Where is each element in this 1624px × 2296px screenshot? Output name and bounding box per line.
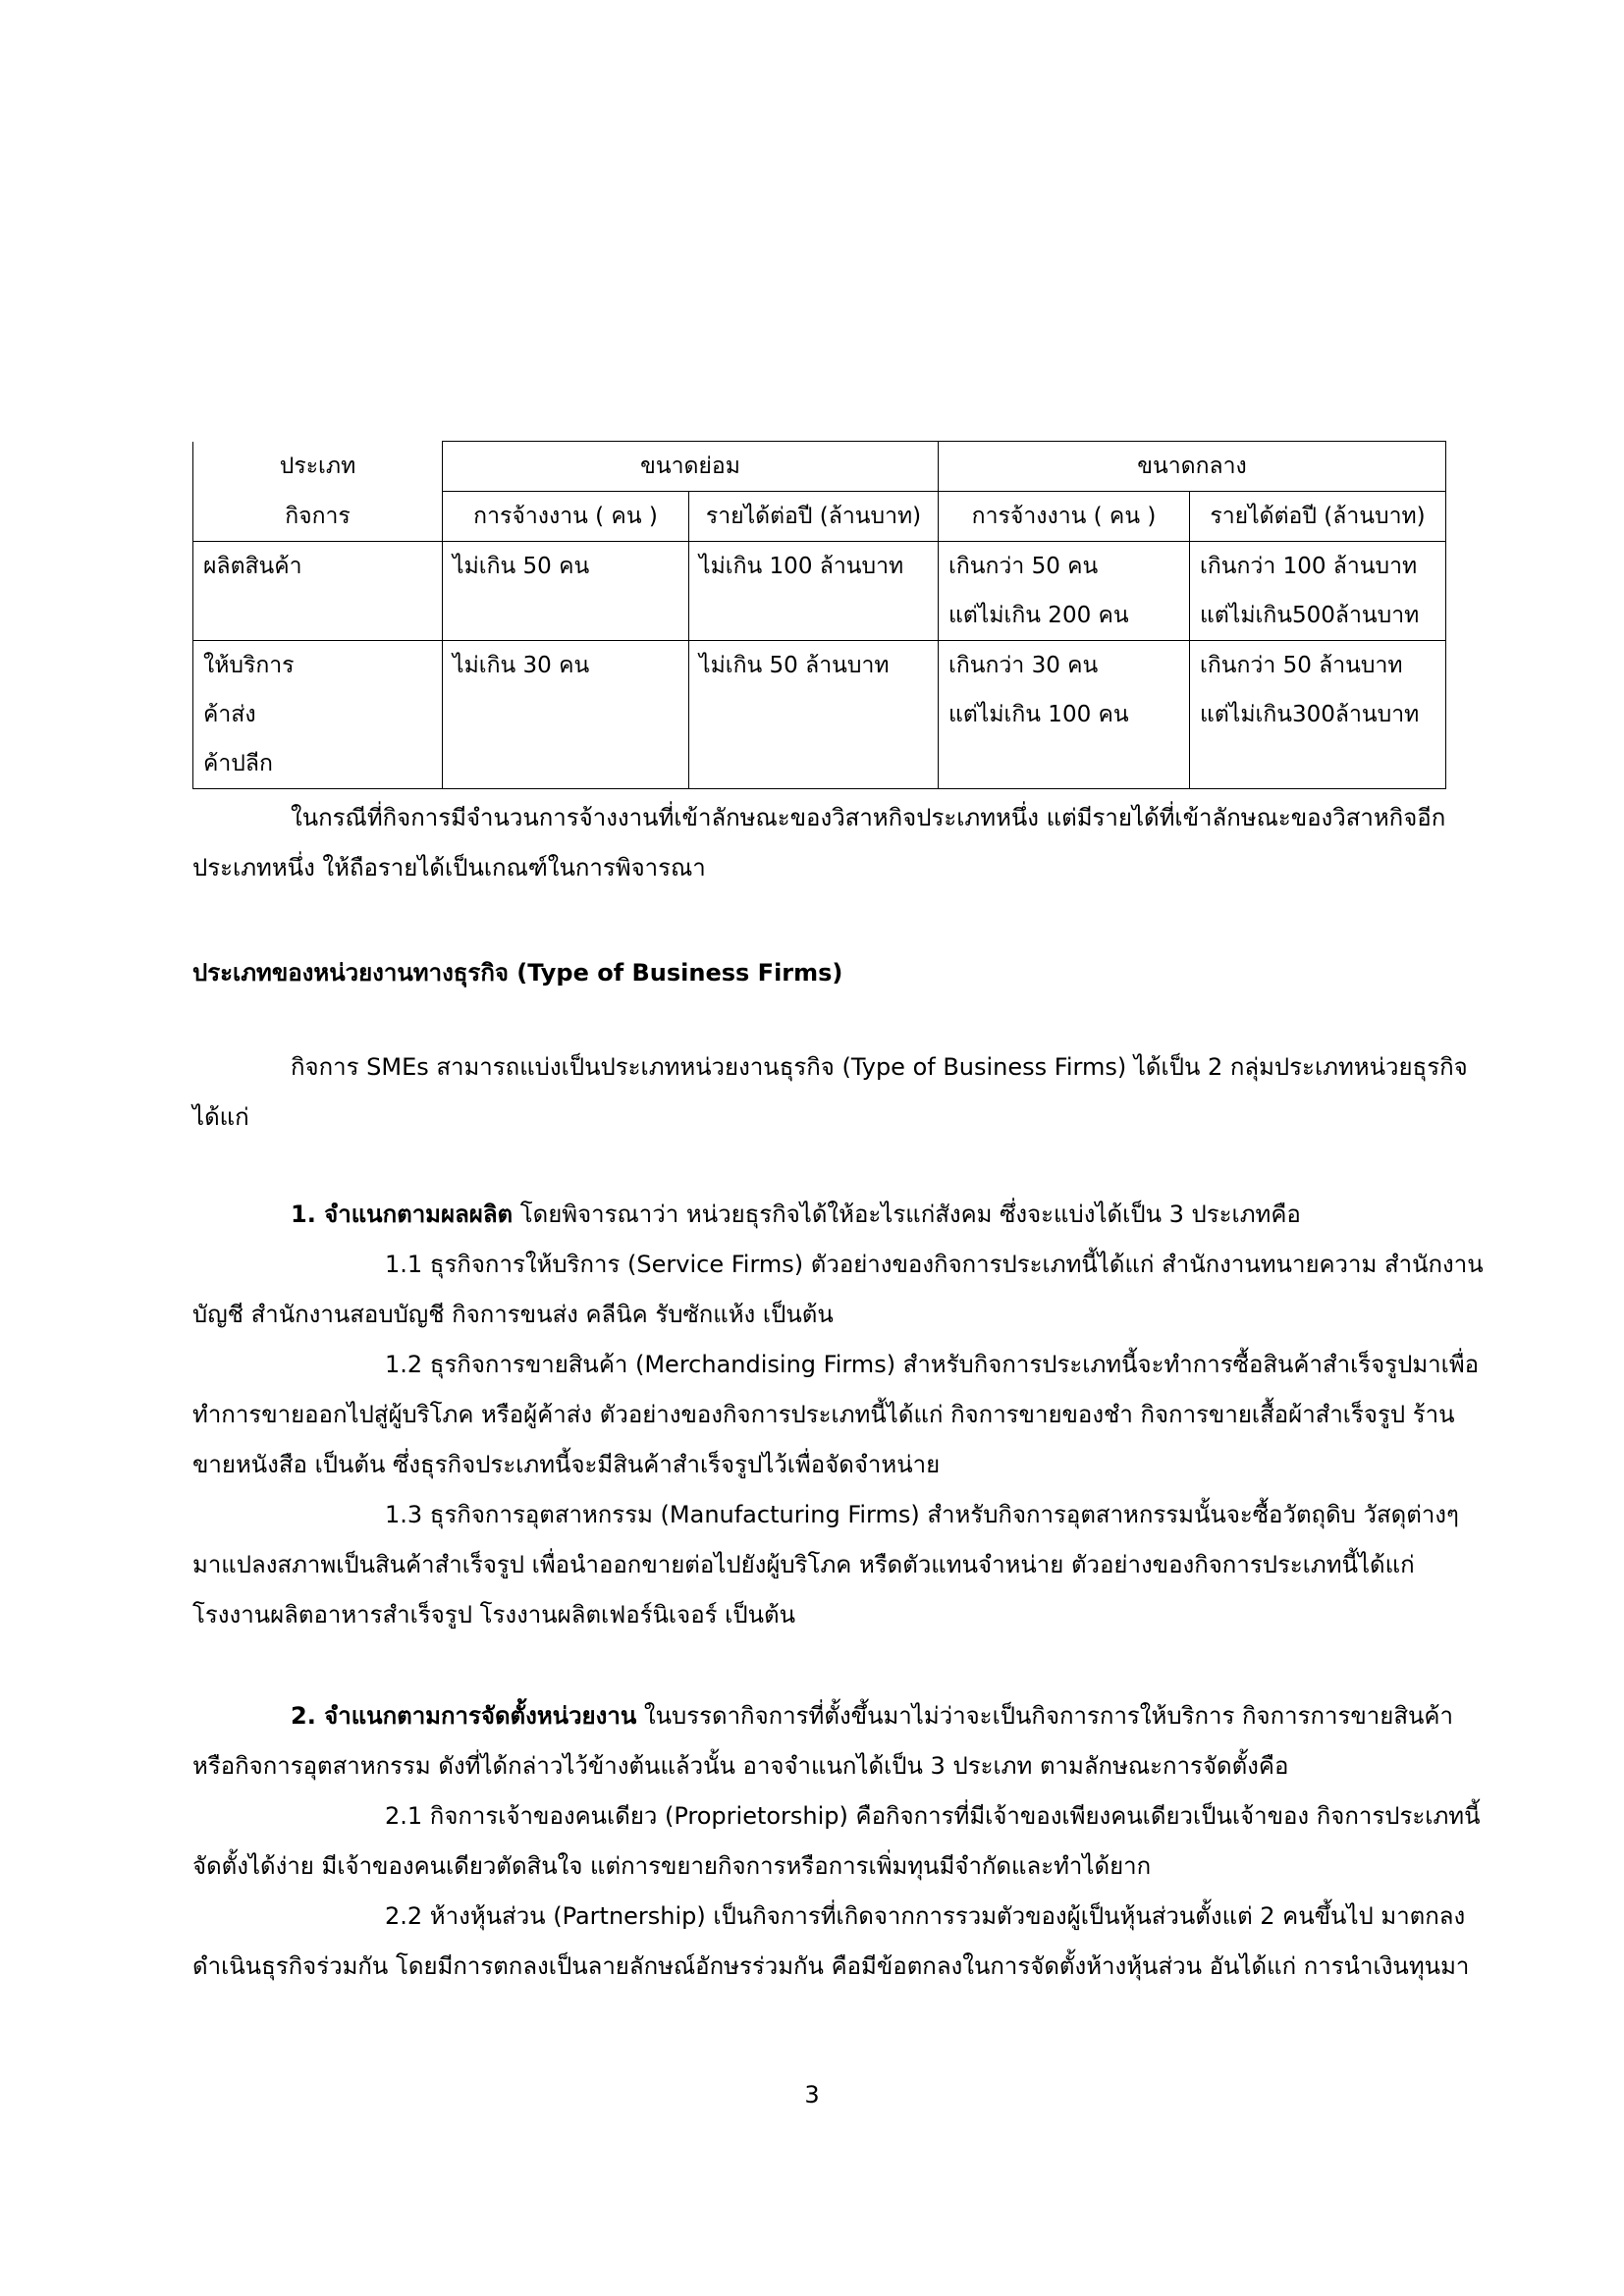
group2-item1-line2: จัดตั้งได้ง่าย มีเจ้าของคนเดียวตัดสินใจ แต่การขยายกิจการหรือการเพิ่มทุนมีจำกัดและทำได้ยาก [192, 1852, 1152, 1880]
group1-item1-line1: 1.1 ธุรกิจการให้บริการ (Service Firms) ตัวอย่างของกิจการประเภทนี้ได้แก่ สำนักงานทนายความ สำนักงาน [385, 1251, 1484, 1278]
group1-label: 1. จำแนกตามผลผลิต [291, 1201, 514, 1228]
header-medium-employment: การจ้างงาน ( คน ) [939, 492, 1190, 542]
group1-item3-line1: 1.3 ธุรกิจการอุตสาหกรรม (Manufacturing Firms) สำหรับกิจการอุตสาหกรรมนั้นจะซื้อวัตถุดิบ วัสดุต่างๆ [385, 1501, 1459, 1528]
section-heading: ประเภทของหน่วยงานทางธุรกิจ (Type of Business Firms) [192, 959, 843, 987]
header-category-top: ประเภท [193, 442, 443, 492]
group2-label: 2. จำแนกตามการจัดตั้งหน่วยงาน [291, 1702, 637, 1730]
row-small-employment: ไม่เกิน 50 คน [443, 542, 689, 641]
row-small-revenue: ไม่เกิน 50 ล้านบาท [689, 641, 939, 789]
table-row [193, 641, 1446, 789]
header-category-bottom: กิจการ [193, 492, 443, 542]
table-subheader-row [193, 492, 1446, 542]
group2-item2-line1: 2.2 ห้างหุ้นส่วน (Partnership) เป็นกิจการที่เกิดจากการรวมตัวของผู้เป็นหุ้นส่วนตั้งแต่ 2 คนขึ้นไป มาตกลง [385, 1902, 1466, 1930]
page-number: 3 [804, 2081, 820, 2109]
group2-paragraph [192, 1691, 1481, 1992]
table-header-row [193, 442, 1446, 492]
group1-text: โดยพิจารณาว่า หน่วยธุรกิจได้ให้อะไรแก่สังคม ซึ่งจะแบ่งได้เป็น 3 ประเภทคือ [513, 1201, 1301, 1228]
header-medium-size: ขนาดกลาง [939, 442, 1446, 492]
row-small-revenue: ไม่เกิน 100 ล้านบาท [689, 542, 939, 641]
row-medium-revenue: เกินกว่า 50 ล้านบาท แต่ไม่เกิน300ล้านบาท [1190, 641, 1446, 789]
header-small-size: ขนาดย่อม [443, 442, 939, 492]
group1-paragraph [192, 1190, 1484, 1640]
group1-item2-line1: 1.2 ธุรกิจการขายสินค้า (Merchandising Firms) สำหรับกิจการประเภทนี้จะทำการซื้อสินค้าสำเร็จรูปมาเพื่อ [385, 1351, 1480, 1378]
sme-size-table [192, 441, 1446, 789]
note-paragraph: ในกรณีที่กิจการมีจำนวนการจ้างงานที่เข้าลักษณะของวิสาหกิจประเภทหนึ่ง แต่มีรายได้ที่เข้าลักษณะของวิสาหกิจอีก ประเภทหนึ่ง ให้ถือรายได้เป็นเกณฑ์ในการพิจารณา [192, 804, 1446, 881]
group2-text2: หรือกิจการอุตสาหกรรม ดังที่ได้กล่าวไว้ข้างต้นแล้วนั้น อาจจำแนกได้เป็น 3 ประเภท ตามลักษณะการจัดตั้งคือ [192, 1752, 1289, 1780]
group1-item2-line3: ขายหนังสือ เป็นต้น ซึ่งธุรกิจประเภทนี้จะมีสินค้าสำเร็จรูปไว้เพื่อจัดจำหน่าย [192, 1451, 941, 1478]
group1-item1-line2: บัญชี สำนักงานสอบบัญชี กิจการขนส่ง คลีนิค รับซักแห้ง เป็นต้น [192, 1301, 834, 1328]
row-small-employment: ไม่เกิน 30 คน [443, 641, 689, 789]
row-medium-revenue: เกินกว่า 100 ล้านบาท แต่ไม่เกิน500ล้านบาท [1190, 542, 1446, 641]
group2-item2-line2: ดำเนินธุรกิจร่วมกัน โดยมีการตกลงเป็นลายลักษณ์อักษรร่วมกัน คือมีข้อตกลงในการจัดตั้งห้างหุ้นส่วน อันได้แก่ การนำเงินทุนมา [192, 1952, 1470, 1980]
header-small-employment: การจ้างงาน ( คน ) [443, 492, 689, 542]
intro-paragraph: กิจการ SMEs สามารถแบ่งเป็นประเภทหน่วยงานธุรกิจ (Type of Business Firms) ได้เป็น 2 กลุ่มประเภทหน่วยธุรกิจ ได้แก่ [192, 1053, 1468, 1131]
row-medium-employment: เกินกว่า 50 คน แต่ไม่เกิน 200 คน [939, 542, 1190, 641]
row-medium-employment: เกินกว่า 30 คน แต่ไม่เกิน 100 คน [939, 641, 1190, 789]
group1-item2-line2: ทำการขายออกไปสู่ผู้บริโภค หรือผู้ค้าส่ง ตัวอย่างของกิจการประเภทนี้ได้แก่ กิจการขายของชำ กิจการขายเสื้อผ้าสำเร็จรูป ร้าน [192, 1401, 1455, 1428]
group2-text1: ในบรรดากิจการที่ตั้งขึ้นมาไม่ว่าจะเป็นกิจการการให้บริการ กิจการการขายสินค้า [636, 1702, 1453, 1730]
header-small-revenue: รายได้ต่อปี (ล้านบาท) [689, 492, 939, 542]
header-medium-revenue: รายได้ต่อปี (ล้านบาท) [1190, 492, 1446, 542]
table-row [193, 542, 1446, 641]
group1-item3-line3: โรงงานผลิตอาหารสำเร็จรูป โรงงานผลิตเฟอร์นิเจอร์ เป็นต้น [192, 1601, 795, 1629]
row-category: ผลิตสินค้า [193, 542, 443, 641]
group1-item3-line2: มาแปลงสภาพเป็นสินค้าสำเร็จรูป เพื่อนำออกขายต่อไปยังผู้บริโภค หรืดตัวแทนจำหน่าย ตัวอย่างของกิจการประเภทนี้ได้แก่ [192, 1551, 1415, 1578]
group2-item1-line1: 2.1 กิจการเจ้าของคนเดียว (Proprietorship) คือกิจการที่มีเจ้าของเพียงคนเดียวเป็นเจ้าของ กิจการประเภทนี้ [385, 1802, 1481, 1830]
row-category: ให้บริการ ค้าส่ง ค้าปลีก [193, 641, 443, 789]
